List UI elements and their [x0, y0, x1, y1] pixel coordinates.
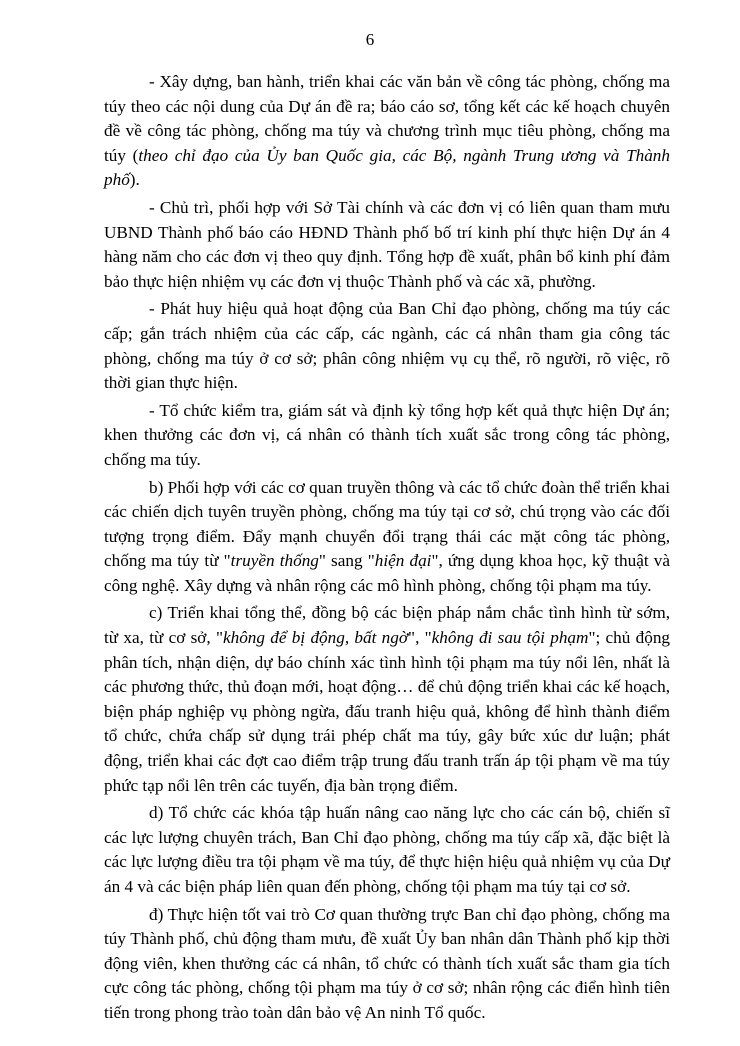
paragraph: [104, 476, 670, 599]
italic-text: truyền thống: [230, 551, 319, 571]
document-body: [104, 70, 670, 1029]
text-run: ", ": [408, 628, 432, 648]
text-run: - Chủ trì, phối hợp với Sở Tài chính và các đơn vị có liên quan tham mưu UBND Thành phố báo cáo HĐND Thành phố bố trí kinh phí thực hiện Dự án 4 hàng năm cho các đơn vị theo quy định. Tổng hợp đề xuất, phân bổ kinh phí đảm bảo thực hiện nhiệm vụ các đơn vị thuộc Thành phố và các xã, phường.: [104, 197, 670, 291]
paragraph: [104, 801, 670, 899]
paragraph: [104, 903, 670, 1026]
italic-text: hiện đại: [374, 551, 432, 571]
text-run: ).: [129, 170, 140, 190]
paragraph: [104, 70, 670, 193]
text-run: - Xây dựng, ban hành, triển khai các văn bản về công tác phòng, chống ma túy theo các nội dung của Dự án đề ra; báo cáo sơ, tổng kết các kế hoạch chuyên đề về công tác phòng, chống ma túy và chương trình mục tiêu phòng, chống ma túy (: [104, 72, 670, 165]
text-run: " sang ": [318, 551, 375, 571]
text-run: d) Tổ chức các khóa tập huấn nâng cao năng lực cho các cán bộ, chiến sĩ các lực lượng chuyên trách, Ban Chỉ đạo phòng, chống ma túy cấp xã, đặc biệt là các lực lượng điều tra tội phạm về ma túy, để thực hiện hiệu quả nhiệm vụ của Dự án 4 và các biện pháp liên quan đến phòng, chống tội phạm ma túy tại cơ sở.: [104, 803, 670, 896]
text-run: đ) Thực hiện tốt vai trò Cơ quan thường trực Ban chỉ đạo phòng, chống ma túy Thành phố, chủ động tham mưu, đề xuất Ủy ban nhân dân Thành phố kịp thời động viên, khen thưởng các cá nhân, tổ chức có thành tích xuất sắc tham gia tích cực công tác phòng, chống tội phạm ma túy ở cơ sở; nhân rộng các điển hình tiên tiến trong phong trào toàn dân bảo vệ An ninh Tổ quốc.: [104, 904, 670, 1022]
text-run: ", ứng dụng khoa học, kỹ thuật và công nghệ. Xây dựng và nhân rộng các mô hình phòng, chống tội phạm ma túy.: [104, 551, 670, 595]
paragraph: [104, 297, 670, 395]
text-run: b) Phối hợp với các cơ quan truyền thông và các tổ chức đoàn thể triển khai các chiến dịch tuyên truyền phòng, chống ma túy tại cơ sở, chú trọng vào các đối tượng trọng điểm. Đẩy mạnh chuyển đổi trạng thái các mặt công tác phòng, chống ma túy từ ": [104, 477, 670, 571]
paragraph: [104, 399, 670, 473]
text-run: - Tổ chức kiểm tra, giám sát và định kỳ tổng hợp kết quả thực hiện Dự án; khen thưởng các đơn vị, cá nhân có thành tích xuất sắc trong công tác phòng, chống ma túy.: [104, 400, 670, 469]
text-run: - Phát huy hiệu quả hoạt động của Ban Chỉ đạo phòng, chống ma túy các cấp; gắn trách nhiệm của các cấp, các ngành, các cá nhân tham gia công tác phòng, chống ma túy ở cơ sở; phân công nhiệm vụ cụ thể, rõ người, rõ việc, rõ thời gian thực hiện.: [104, 299, 670, 393]
italic-text: không đi sau tội phạm: [431, 628, 589, 648]
italic-text: theo chỉ đạo của Ủy ban Quốc gia, các Bộ, ngành Trung ương và Thành phố: [104, 145, 670, 190]
text-run: c) Triển khai tổng thể, đồng bộ các biện pháp nắm chắc tình hình từ sớm, từ xa, từ cơ sở, ": [104, 603, 670, 648]
italic-text: không để bị động, bất ngờ: [222, 628, 409, 648]
paragraph: [104, 601, 670, 798]
text-run: "; chủ động phân tích, nhận diện, dự báo chính xác tình hình tội phạm ma túy nổi lên, nhất là các phương thức, thủ đoạn mới, hoạt động… để chủ động triển khai các kế hoạch, biện pháp nghiệp vụ phòng ngừa, đấu tranh hiệu quả, không để hình thành điểm tổ chức, chứa chấp sử dụng trái phép chất ma túy, gây bức xúc dư luận; phát động, triển khai các đợt cao điểm trập trung đấu tranh trấn áp tội phạm về ma túy phức tạp nổi lên trên các tuyến, địa bàn trọng điểm.: [104, 628, 671, 795]
page-number: 6: [365, 30, 375, 49]
paragraph: [104, 196, 670, 294]
